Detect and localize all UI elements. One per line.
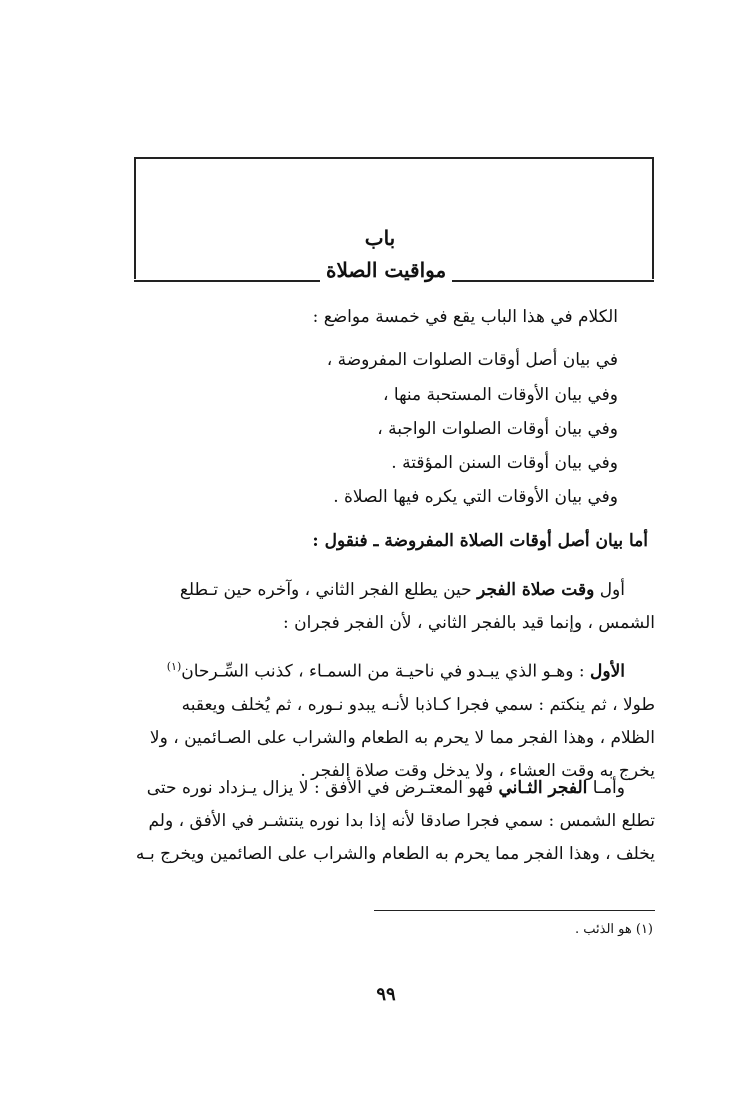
paragraph-line: أول وقت صلاة الفجر حين يطلع الفجر الثاني ، وآخره حين تـطلع (179, 580, 625, 600)
paragraph-line: الشمس ، وإنما قيد بالفجر الثاني ، لأن الفجر فجران : (282, 613, 655, 633)
paragraph-first-dawn (95, 650, 655, 788)
bold-term: وقت صلاة الفجر (477, 580, 595, 600)
chapter-label: باب (364, 226, 396, 250)
chapter-title: مواقيت الصلاة (326, 258, 447, 282)
paragraph-line: يخرج به وقت العشاء ، ولا يدخل وقت صلاة الفجر . (300, 760, 655, 781)
title-rule-right (452, 260, 654, 282)
topic-item: وفي بيان الأوقات التي يكره فيها الصلاة . (333, 487, 618, 507)
bold-term: الفجر الثـاني (498, 778, 588, 798)
paragraph-fajr-time (95, 574, 655, 640)
footnote-reference: (١) (166, 660, 182, 673)
intro-text: الكلام في هذا الباب يقع في خمسة مواضع : (312, 307, 618, 327)
paragraph-line: الظلام ، وهذا الفجر مما لا يحرم به الطعام والشراب على الصـائمين ، ولا (149, 727, 655, 748)
section-subheading: أما بيان أصل أوقات الصلاة المفروضة ـ فنقول : (312, 531, 648, 551)
footnote: (١) هو الذئب . (574, 922, 653, 937)
paragraph-second-dawn (95, 772, 655, 871)
topic-item: وفي بيان أوقات السنن المؤقتة . (391, 453, 618, 473)
bold-term: الأول (590, 661, 625, 682)
title-rule-left (134, 260, 320, 282)
chapter-title-row (134, 256, 654, 282)
paragraph-line: تطلع الشمس : سمي فجرا صادقا لأنه إذا بدا نوره ينتشـر في الأفق ، ولم (148, 811, 655, 831)
topic-item: وفي بيان أوقات الصلوات الواجبة ، (377, 419, 618, 439)
footnote-divider (374, 910, 655, 911)
paragraph-line: يخلف ، وهذا الفجر مما يحرم به الطعام والشراب على الصائمين ويخرج بـه (135, 844, 655, 864)
page-number: ٩٩ (376, 984, 396, 1005)
paragraph-line: الأول : وهـو الذي يبـدو في ناحيـة من السمـاء ، كذنب السِّـرحان$^{(١)}$ (166, 660, 625, 682)
paragraph-line: وأمـا الفجر الثـاني فهو المعتـرض في الأفق : لا يزال يـزداد نوره حتى (146, 778, 625, 798)
topic-item: وفي بيان الأوقات المستحبة منها ، (383, 385, 618, 405)
topic-item: في بيان أصل أوقات الصلوات المفروضة ، (326, 350, 618, 370)
paragraph-line: طولا ، ثم ينكتم : سمي فجرا كـاذبا لأنـه يبدو نـوره ، ثم يُخلف ويعقبه (181, 694, 655, 715)
